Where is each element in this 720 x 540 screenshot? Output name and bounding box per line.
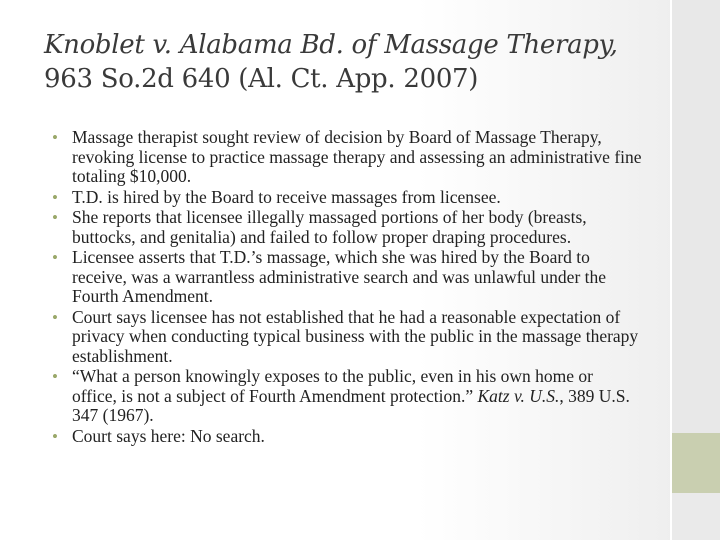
bullet-text: T.D. is hired by the Board to receive massages from licensee. [72,186,501,207]
list-item [52,367,642,426]
bullet-icon: • [52,208,58,227]
list-item [52,208,642,247]
case-name: Katz v. U.S. [477,385,560,406]
list-item [52,308,642,367]
bullet-icon: • [52,367,58,386]
bullet-icon: • [52,128,58,147]
decorative-strip-accent [672,433,720,493]
quote-text: “What a person knowingly exposes to the public, even in his own home or office, is not a subject of Fourth Amendment protection.” [72,366,594,406]
bullet-icon: • [52,187,58,207]
list-item [52,128,642,187]
bullet-text: Court says here: No search. [72,425,265,446]
decorative-divider [670,0,672,540]
case-citation: , 389 U.S. 347 (1967). [72,385,630,425]
title-case-name: Knoblet v. Alabama Bd. of Massage Therapy, [44,30,618,60]
bullet-text: She reports that licensee illegally massaged portions of her body (breasts, buttocks, and genitalia) and failed to follow proper draping procedures. [72,207,587,247]
slide-title [44,28,664,96]
decorative-strip-bottom [672,493,720,540]
bullet-text: Licensee asserts that T.D.’s massage, which she was hired by the Board to receive, was a warrantless administrative search and was unlawful under the Fourth Amendment. [72,247,607,306]
bullet-icon: • [52,248,58,267]
bullet-list [52,128,642,447]
list-item [52,248,642,307]
bullet-text: Court says licensee has not established that he had a reasonable expectation of privacy when conducting typical business with the public in the massage therapy establishment. [72,306,639,366]
list-item [52,188,642,208]
list-item [52,427,642,447]
title-citation: 963 So.2d 640 (Al. Ct. App. 2007) [44,64,479,94]
decorative-strip-top [672,0,720,433]
bullet-icon: • [52,426,58,446]
bullet-text: Massage therapist sought review of decision by Board of Massage Therapy, revoking license to practice massage therapy and assessing an administrative fine totaling $10,000. [72,127,642,186]
bullet-icon: • [52,307,58,327]
